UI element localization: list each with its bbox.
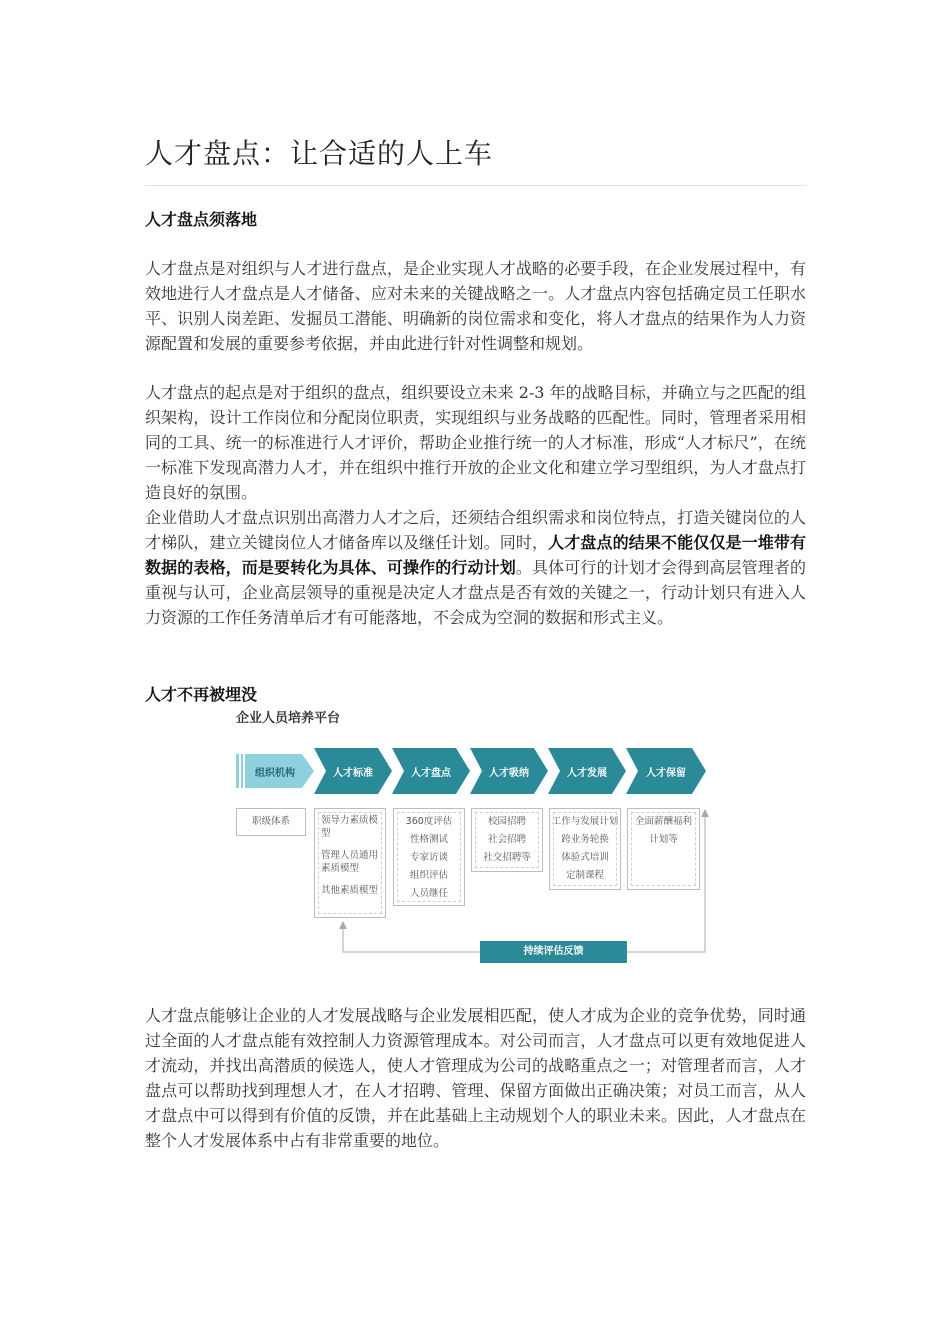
detail-item: 社交招聘等 — [483, 852, 531, 863]
section1-paragraph-3 — [145, 505, 806, 630]
detail-item: 360度评估 — [405, 816, 453, 827]
detail-item: 人员继任 — [409, 888, 448, 899]
detail-item: 校园招聘 — [487, 816, 526, 827]
title-divider — [145, 185, 806, 186]
detail-item: 组织评估 — [409, 870, 448, 881]
detail-item: 性格测试 — [409, 834, 448, 845]
detail-item: 定制课程 — [565, 870, 604, 881]
section-heading-1: 人才盘点须落地 — [145, 210, 258, 229]
detail-item: 职级体系 — [251, 816, 290, 827]
detail-item: 体验式培训 — [561, 852, 609, 863]
detail-item: 其他素质模型 — [321, 885, 379, 896]
section2-paragraph-1: 人才盘点能够让企业的人才发展战略与企业发展相匹配，使人才成为企业的竞争优势，同时通过全面的人才盘点能有效控制人力资源管理成本。对公司而言，人才盘点可以更有效地促进人才流动，并找出高潜质的候选人，使人才管理成为公司的战略重点之一；对管理者而言，人才盘点可以帮助找到理想人才，在人才招聘、管理、保留方面做出正确决策；对员工而言，从人才盘点中可以得到有价值的反馈，并在此基础上主动规划个人的职业未来。因此，人才盘点在整个人才发展体系中占有非常重要的地位。 — [145, 1006, 806, 1150]
page-title: 人才盘点：让合适的人上车 — [145, 137, 494, 170]
p3-bold-text: 人才盘点的结果不能仅仅是一堆带有数据的表格，而是要转化为具体、可操作的行动计划 — [145, 533, 806, 577]
detail-item: 跨业务轮换 — [561, 834, 609, 845]
feedback-loop-lines — [230, 705, 718, 967]
section1-paragraph-1: 人才盘点是对组织与人才进行盘点，是企业实现人才战略的必要手段，在企业发展过程中，有效地进行人才盘点是人才储备、应对未来的关键战略之一。人才盘点内容包括确定员工任职水平、识别人岗差距、发掘员工潜能、明确新的岗位需求和变化，将人才盘点的结果作为人力资源配置和发展的重要参考依据，并由此进行针对性调整和规划。 — [145, 259, 806, 353]
p3-text-after: 。具体可行的计划才会得到高层管理者的重视与认可，企业高层领导的重视是决定人才盘点是否有效的关键之一，行动计划只有进入人力资源的工作任务清单后才有可能落地，不会成为空洞的数据和形式主义。 — [145, 558, 806, 627]
talent-platform-diagram — [230, 705, 718, 967]
step-label: 人才标准 — [333, 767, 373, 779]
diagram-title: 企业人员培养平台 — [236, 711, 341, 726]
step-label: 人才发展 — [567, 767, 607, 779]
section1-paragraph-2: 人才盘点的起点是对于组织的盘点，组织要设立未来 2-3 年的战略目标，并确立与之匹配的组织架构，设计工作岗位和分配岗位职责，实现组织与业务战略的匹配性。同时，管理者采用相同的工具、统一的标准进行人才评价，帮助企业推行统一的人才标准，形成“人才标尺”，在统一标准下发现高潜力人才，并在组织中推行开放的企业文化和建立学习型组织，为人才盘点打造良好的氛围。 — [145, 383, 806, 502]
detail-item: 工作与发展计划 — [551, 816, 619, 827]
step-label: 人才保留 — [646, 767, 686, 779]
step-label: 组织机构 — [255, 767, 295, 779]
step-label: 人才盘点 — [411, 767, 451, 779]
p3-text-before: 企业借助人才盘点识别出高潜力人才之后，还须结合组织需求和岗位特点，打造关键岗位的人才梯队，建立关键岗位人才储备库以及继任计划。同时， — [145, 508, 806, 552]
detail-item: 领导力素质模型 — [321, 815, 379, 839]
step-label: 人才吸纳 — [489, 767, 529, 779]
detail-item: 专家访谈 — [409, 852, 448, 863]
detail-item: 全面薪酬福利计划等 — [634, 816, 692, 845]
feedback-banner: 持续评估反馈 — [480, 941, 627, 963]
detail-item: 社会招聘 — [487, 834, 526, 845]
detail-item: 管理人员通用素质模型 — [321, 850, 379, 874]
section-heading-2: 人才不再被埋没 — [145, 685, 258, 704]
